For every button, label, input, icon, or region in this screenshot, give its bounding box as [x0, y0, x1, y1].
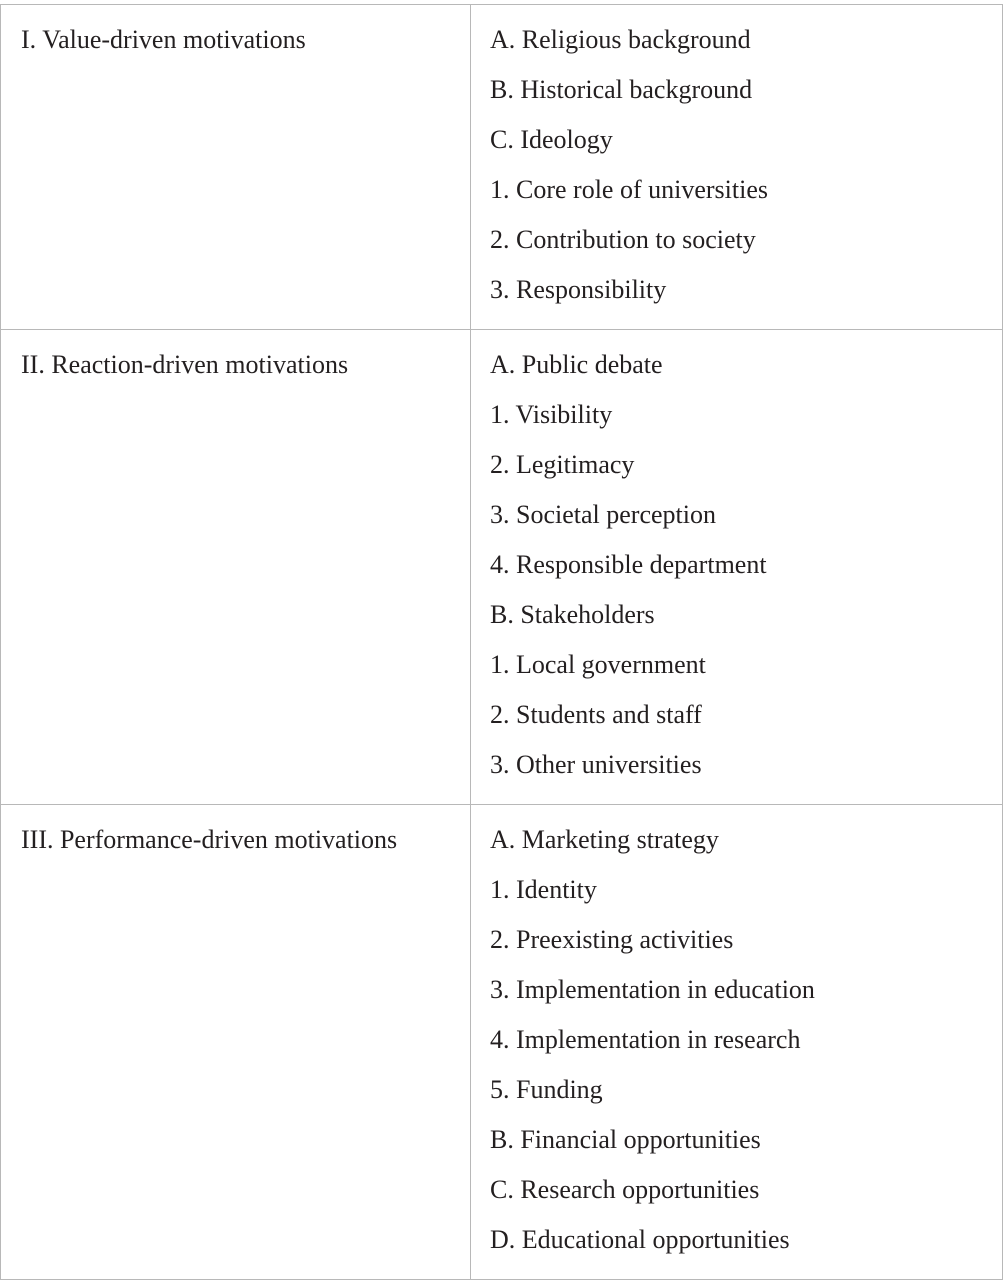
category-label: II. Reaction-driven motivations — [21, 350, 349, 379]
list-item: B. Historical background — [490, 75, 753, 104]
list-item: A. Public debate — [490, 350, 663, 379]
list-item: B. Stakeholders — [490, 600, 655, 629]
list-item: 4. Responsible department — [490, 550, 767, 579]
list-item: A. Religious background — [490, 25, 751, 54]
list-item: 3. Responsibility — [490, 275, 667, 304]
list-item: 3. Societal perception — [490, 500, 716, 529]
list-item: 3. Other universities — [490, 750, 702, 779]
list-item: 2. Preexisting activities — [490, 925, 734, 954]
list-item: 2. Contribution to society — [490, 225, 756, 254]
list-item: D. Educational opportunities — [490, 1225, 790, 1254]
category-label: III. Performance-driven motivations — [21, 825, 398, 854]
list-item: C. Ideology — [490, 125, 613, 154]
table-row — [1, 330, 1003, 805]
category-label: I. Value-driven motivations — [21, 25, 306, 54]
list-item: B. Financial opportunities — [490, 1125, 761, 1154]
list-item: 5. Funding — [490, 1075, 603, 1104]
motivations-table — [0, 4, 1003, 1280]
list-item: A. Marketing strategy — [490, 825, 719, 854]
category-cell — [1, 5, 471, 330]
list-item: 2. Legitimacy — [490, 450, 635, 479]
items-cell — [471, 5, 1003, 330]
items-cell — [471, 330, 1003, 805]
list-item: 2. Students and staff — [490, 700, 702, 729]
table-row — [1, 805, 1003, 1280]
category-cell — [1, 805, 471, 1280]
list-item: 1. Local government — [490, 650, 706, 679]
list-item: 1. Core role of universities — [490, 175, 768, 204]
list-item: 3. Implementation in education — [490, 975, 815, 1004]
list-item: 1. Visibility — [490, 400, 613, 429]
category-cell — [1, 330, 471, 805]
list-item: 1. Identity — [490, 875, 597, 904]
list-item: C. Research opportunities — [490, 1175, 760, 1204]
items-cell — [471, 805, 1003, 1280]
table-row — [1, 5, 1003, 330]
list-item: 4. Implementation in research — [490, 1025, 801, 1054]
